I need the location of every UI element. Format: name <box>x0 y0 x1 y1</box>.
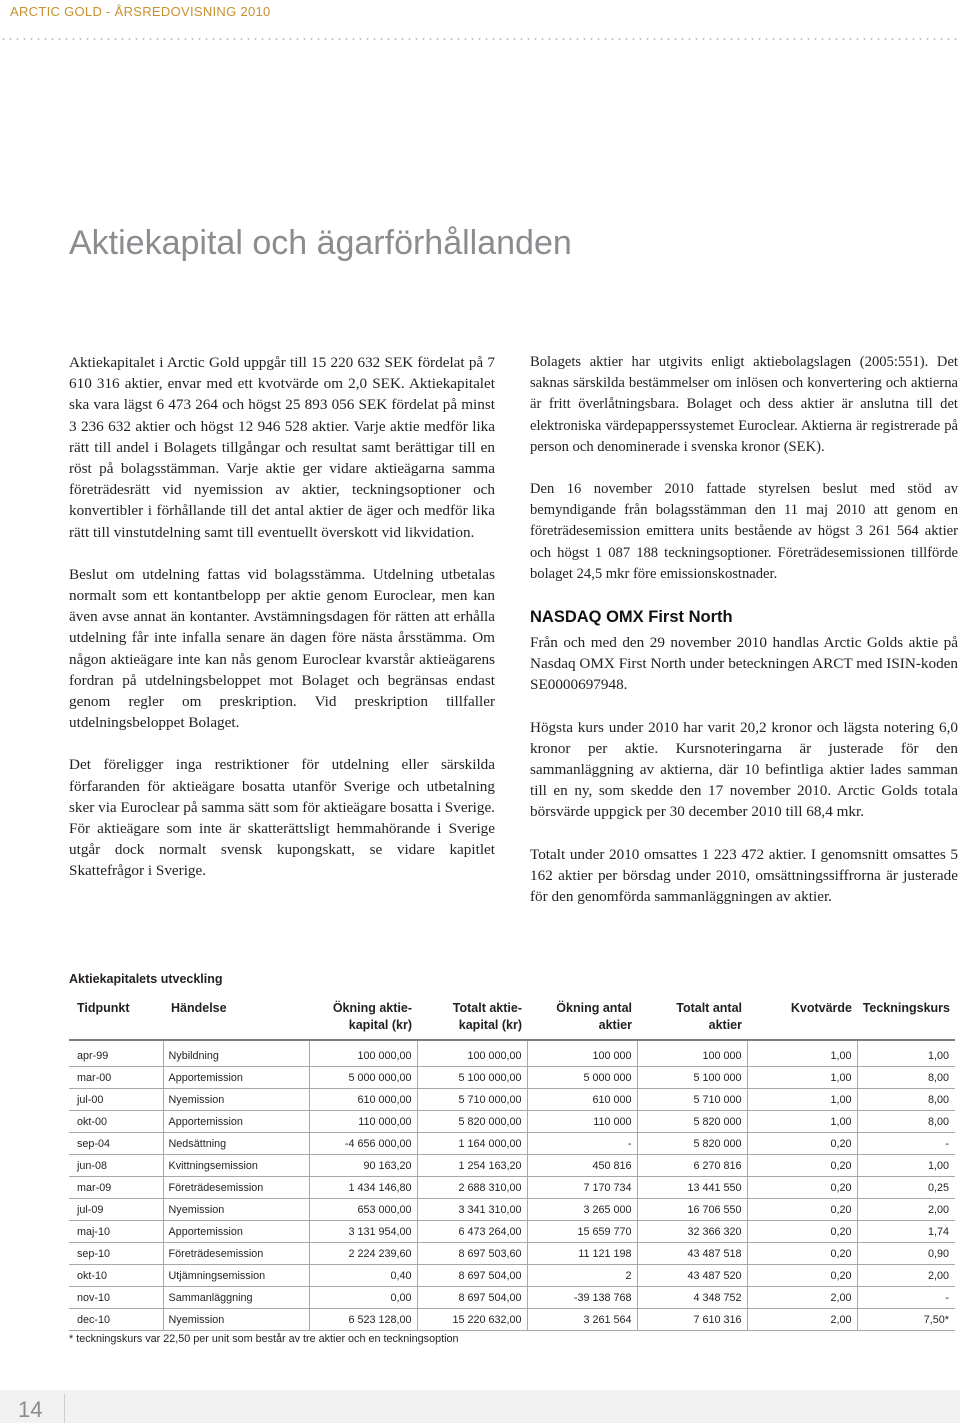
cell-capital-increase: 1 434 146,80 <box>309 1177 417 1199</box>
page-number-divider <box>64 1394 65 1423</box>
cell-capital-increase: 110 000,00 <box>309 1111 417 1133</box>
cell-total-shares: 13 441 550 <box>637 1177 747 1199</box>
cell-date: mar-00 <box>69 1067 163 1089</box>
page-title: Aktiekapital och ägarförhållanden <box>69 224 572 262</box>
cell-subscription-price: 2,00 <box>857 1265 955 1287</box>
cell-total-capital: 1 164 000,00 <box>417 1133 527 1155</box>
cell-capital-increase: 90 163,20 <box>309 1155 417 1177</box>
cell-quota-value: 0,20 <box>747 1199 857 1221</box>
cell-share-increase: 5 000 000 <box>527 1067 637 1089</box>
cell-quota-value: 1,00 <box>747 1040 857 1067</box>
table-row <box>69 1309 955 1331</box>
paragraph-shares-registration: Bolagets aktier har utgivits enligt aktiebolagslagen (2005:551). Det saknas särskilda bestämmelser om inlösen och konvertering och aktierna är fritt överlåtningsbara. Bolaget och dess aktier är anslutna till det elektroniska värdepapperssystemet Euroclear. Aktierna är registrerade på person och denominerade i svenska kronor (SEK). <box>530 354 958 455</box>
cell-total-capital: 8 697 503,60 <box>417 1243 527 1265</box>
column-header: Ökning antal aktier <box>527 996 637 1040</box>
cell-date: mar-09 <box>69 1177 163 1199</box>
table-row <box>69 1221 955 1243</box>
paragraph-price-range: Högsta kurs under 2010 har varit 20,2 kronor och lägsta notering 6,0 kronor per aktie. Kursnoteringarna är justerade för den sammanläggning av aktierna, där 10 befintliga aktier lades samman till en ny, som skedde den 17 november 2010. Arctic Golds totala börsvärde uppgick per 30 december 2010 till 68,4 mkr. <box>530 718 958 821</box>
cell-quota-value: 2,00 <box>747 1309 857 1331</box>
cell-total-capital: 2 688 310,00 <box>417 1177 527 1199</box>
cell-subscription-price: 1,74 <box>857 1221 955 1243</box>
cell-total-shares: 7 610 316 <box>637 1309 747 1331</box>
cell-date: okt-00 <box>69 1111 163 1133</box>
cell-capital-increase: 0,00 <box>309 1287 417 1309</box>
cell-capital-increase: 610 000,00 <box>309 1089 417 1111</box>
table-row <box>69 1199 955 1221</box>
cell-share-increase: 7 170 734 <box>527 1177 637 1199</box>
paragraph-turnover: Totalt under 2010 omsattes 1 223 472 aktier. I genomsnitt omsattes 5 162 aktier per börsdag under 2010, omsättningssiffrorna är justerade för den genomförda sammanläggningen av aktier. <box>530 845 958 906</box>
cell-event: Utjämningsemission <box>163 1265 309 1287</box>
cell-total-shares: 5 820 000 <box>637 1133 747 1155</box>
cell-date: jun-08 <box>69 1155 163 1177</box>
cell-subscription-price: - <box>857 1287 955 1309</box>
cell-quota-value: 0,20 <box>747 1133 857 1155</box>
cell-date: jul-00 <box>69 1089 163 1111</box>
cell-quota-value: 1,00 <box>747 1111 857 1133</box>
footer-bar <box>0 1390 960 1423</box>
cell-capital-increase: 3 131 954,00 <box>309 1221 417 1243</box>
running-header: ARCTIC GOLD - ÅRSREDOVISNING 2010 <box>10 4 271 19</box>
cell-date: sep-10 <box>69 1243 163 1265</box>
cell-share-increase: 3 265 000 <box>527 1199 637 1221</box>
table-row <box>69 1111 955 1133</box>
cell-date: dec-10 <box>69 1309 163 1331</box>
column-header: Teckningskurs <box>857 996 955 1040</box>
cell-share-increase: 100 000 <box>527 1040 637 1067</box>
cell-quota-value: 0,20 <box>747 1243 857 1265</box>
cell-share-increase: 2 <box>527 1265 637 1287</box>
cell-capital-increase: 653 000,00 <box>309 1199 417 1221</box>
cell-total-capital: 100 000,00 <box>417 1040 527 1067</box>
table-row <box>69 1265 955 1287</box>
cell-subscription-price: 8,00 <box>857 1067 955 1089</box>
cell-date: nov-10 <box>69 1287 163 1309</box>
table-header-row <box>69 996 955 1040</box>
column-header: Händelse <box>163 996 309 1040</box>
cell-subscription-price: - <box>857 1133 955 1155</box>
share-capital-table <box>69 996 955 1331</box>
cell-total-capital: 15 220 632,00 <box>417 1309 527 1331</box>
cell-total-capital: 8 697 504,00 <box>417 1287 527 1309</box>
cell-total-shares: 32 366 320 <box>637 1221 747 1243</box>
cell-date: maj-10 <box>69 1221 163 1243</box>
paragraph-listing: Från och med den 29 november 2010 handlas Arctic Golds aktie på Nasdaq OMX First North under beteckningen ARCT med ISIN-koden SE0000697948. <box>530 634 958 694</box>
cell-subscription-price: 1,00 <box>857 1040 955 1067</box>
column-header: Tidpunkt <box>69 996 163 1040</box>
column-header: Ökning aktie- kapital (kr) <box>309 996 417 1040</box>
paragraph-rights-issue: Den 16 november 2010 fattade styrelsen beslut med stöd av bemyndigande från bolagsstämman den 11 maj 2010 att genom en företrädesemission emittera units bestående av högst 3 261 564 aktier och högst 1 087 188 teckningsoptioner. Företrädesemissionen tillförde bolaget 24,5 mkr före emissionskostnader. <box>530 481 958 582</box>
table-row <box>69 1067 955 1089</box>
cell-quota-value: 0,20 <box>747 1221 857 1243</box>
cell-event: Nyemission <box>163 1199 309 1221</box>
paragraph-share-capital: Aktiekapitalet i Arctic Gold uppgår till 15 220 632 SEK fördelat på 7 610 316 aktier, envar med ett kvotvärde om 2,0 SEK. Aktiekapitalet ska vara lägst 6 473 264 och högst 25 893 056 SEK fördelat på minst 3 236 632 aktier och högst 12 946 528 aktier. Varje aktie medför lika rätt till andel i Bolagets tillgångar och resultat samt berättigar till en röst på bolagsstämman. Varje aktie ger vidare aktieägarna samma företrädesrätt vid nyemission av aktier, teckningsoptioner och konvertibler i förhållande till det antal aktier de äger och medför lika rätt till vinstutdelning samt till eventuellt överskott vid likvidation. <box>69 354 495 541</box>
cell-total-shares: 5 710 000 <box>637 1089 747 1111</box>
table-row <box>69 1040 955 1067</box>
cell-quota-value: 0,20 <box>747 1177 857 1199</box>
cell-quota-value: 0,20 <box>747 1155 857 1177</box>
cell-subscription-price: 0,25 <box>857 1177 955 1199</box>
table-row <box>69 1089 955 1111</box>
cell-share-increase: 11 121 198 <box>527 1243 637 1265</box>
cell-subscription-price: 8,00 <box>857 1089 955 1111</box>
cell-quota-value: 2,00 <box>747 1287 857 1309</box>
cell-total-shares: 5 820 000 <box>637 1111 747 1133</box>
cell-share-increase: - <box>527 1133 637 1155</box>
right-text-column <box>530 352 958 907</box>
cell-event: Nedsättning <box>163 1133 309 1155</box>
paragraph-dividend: Beslut om utdelning fattas vid bolagsstämma. Utdelning utbetalas normalt som ett kontantbelopp per aktie genom Euroclear, men kan även avse annat än kontanter. Avstämningsdagen för rätten att erhålla utdelning får inte infalla senare än dagen före nästa årsstämma. Om någon aktieägare inte kan nås genom Euroclear kvarstår aktieägarens fordran på utdelningsbeloppet mot Bolaget och begränsas endast genom regler om preskription. Vid preskription tillfaller utdelningsbeloppet Bolaget. <box>69 565 495 732</box>
table-row <box>69 1243 955 1265</box>
cell-subscription-price: 8,00 <box>857 1111 955 1133</box>
cell-event: Apportemission <box>163 1067 309 1089</box>
cell-event: Nyemission <box>163 1089 309 1111</box>
cell-share-increase: -39 138 768 <box>527 1287 637 1309</box>
cell-event: Apportemission <box>163 1221 309 1243</box>
dotted-divider <box>0 38 960 40</box>
cell-event: Sammanläggning <box>163 1287 309 1309</box>
cell-capital-increase: 100 000,00 <box>309 1040 417 1067</box>
cell-event: Kvittningsemission <box>163 1155 309 1177</box>
cell-share-increase: 610 000 <box>527 1089 637 1111</box>
table-footnote: * teckningskurs var 22,50 per unit som består av tre aktier och en teckningsoption <box>69 1333 459 1345</box>
cell-total-capital: 1 254 163,20 <box>417 1155 527 1177</box>
column-header: Kvotvärde <box>747 996 857 1040</box>
cell-total-capital: 5 100 000,00 <box>417 1067 527 1089</box>
cell-capital-increase: 6 523 128,00 <box>309 1309 417 1331</box>
cell-date: jul-09 <box>69 1199 163 1221</box>
cell-capital-increase: 2 224 239,60 <box>309 1243 417 1265</box>
cell-capital-increase: 5 000 000,00 <box>309 1067 417 1089</box>
column-header: Totalt aktie- kapital (kr) <box>417 996 527 1040</box>
cell-share-increase: 110 000 <box>527 1111 637 1133</box>
table-body <box>69 1040 955 1331</box>
cell-date: okt-10 <box>69 1265 163 1287</box>
cell-total-capital: 8 697 504,00 <box>417 1265 527 1287</box>
cell-share-increase: 450 816 <box>527 1155 637 1177</box>
cell-subscription-price: 1,00 <box>857 1155 955 1177</box>
cell-total-capital: 6 473 264,00 <box>417 1221 527 1243</box>
cell-quota-value: 1,00 <box>747 1067 857 1089</box>
cell-date: sep-04 <box>69 1133 163 1155</box>
table-row <box>69 1177 955 1199</box>
cell-subscription-price: 7,50* <box>857 1309 955 1331</box>
cell-event: Nybildning <box>163 1040 309 1067</box>
cell-capital-increase: 0,40 <box>309 1265 417 1287</box>
cell-total-shares: 5 100 000 <box>637 1067 747 1089</box>
cell-total-shares: 6 270 816 <box>637 1155 747 1177</box>
cell-total-capital: 5 820 000,00 <box>417 1111 527 1133</box>
cell-quota-value: 1,00 <box>747 1089 857 1111</box>
cell-event: Företrädesemission <box>163 1177 309 1199</box>
cell-total-capital: 3 341 310,00 <box>417 1199 527 1221</box>
paragraph-restrictions: Det föreligger inga restriktioner för utdelning eller särskilda förfaranden för aktieägare bosatta utanför Sverige och utbetalning sker via Euroclear på samma sätt som för aktieägare bosatta i Sverige. För aktieägare som inte är skatterättsligt hemmahörande i Sverige utgår dock normalt svensk kupongskatt, se vidare kapitlet Skattefrågor i Sverige. <box>69 756 495 880</box>
table-title: Aktiekapitalets utveckling <box>69 972 223 986</box>
table-row <box>69 1155 955 1177</box>
cell-date: apr-99 <box>69 1040 163 1067</box>
cell-total-shares: 16 706 550 <box>637 1199 747 1221</box>
left-text-column <box>69 352 495 882</box>
cell-share-increase: 3 261 564 <box>527 1309 637 1331</box>
cell-total-shares: 4 348 752 <box>637 1287 747 1309</box>
cell-total-capital: 5 710 000,00 <box>417 1089 527 1111</box>
cell-share-increase: 15 659 770 <box>527 1221 637 1243</box>
column-header: Totalt antal aktier <box>637 996 747 1040</box>
cell-capital-increase: -4 656 000,00 <box>309 1133 417 1155</box>
table-row <box>69 1133 955 1155</box>
cell-event: Företrädesemission <box>163 1243 309 1265</box>
cell-quota-value: 0,20 <box>747 1265 857 1287</box>
table-row <box>69 1287 955 1309</box>
cell-event: Nyemission <box>163 1309 309 1331</box>
cell-total-shares: 43 487 520 <box>637 1265 747 1287</box>
cell-subscription-price: 0,90 <box>857 1243 955 1265</box>
cell-total-shares: 43 487 518 <box>637 1243 747 1265</box>
cell-event: Apportemission <box>163 1111 309 1133</box>
page-number: 14 <box>18 1397 43 1422</box>
cell-subscription-price: 2,00 <box>857 1199 955 1221</box>
cell-total-shares: 100 000 <box>637 1040 747 1067</box>
section-heading-nasdaq: NASDAQ OMX First North <box>530 608 733 627</box>
